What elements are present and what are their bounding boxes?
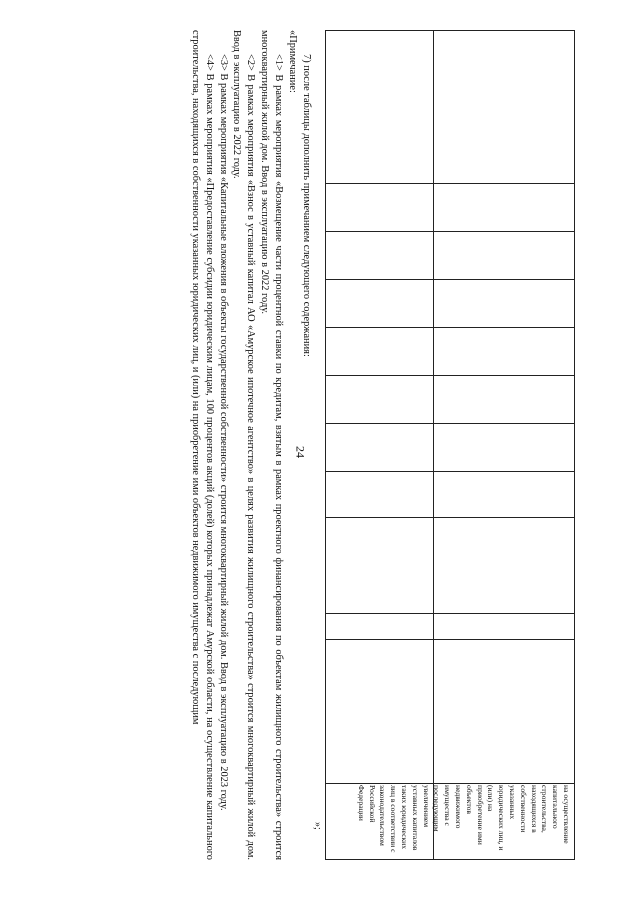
cell-line: таких юридических [400, 785, 410, 849]
table-column-divider [326, 783, 574, 784]
table-cell-description [355, 785, 571, 860]
cell-line: находящихся в [529, 785, 539, 833]
table-column-divider [326, 327, 574, 328]
cell-line: уставных капиталов [410, 785, 420, 851]
table-column-divider [326, 231, 574, 232]
cell-line: собственности [518, 785, 528, 833]
cell-line: имущества с [443, 785, 453, 826]
cell-line: недвижимого [454, 785, 464, 829]
data-table [325, 30, 575, 860]
table-column-divider [326, 183, 574, 184]
cell-line: указанных [508, 785, 518, 820]
cell-line: объектов [464, 785, 474, 814]
body-text [188, 30, 313, 860]
cell-line: законодательством [378, 785, 388, 846]
paragraph: <2> В рамках мероприятия «Взнос в уставный капитал АО «Амурское ипотечное агентство» в целях развития жилищного строительства» строится многоквартирный жилой дом. Ввод в эксплуатацию в 2022 году. [231, 30, 257, 860]
cell-line: строительства, [540, 785, 550, 833]
cell-line: лиц в соответствии с [389, 785, 399, 853]
table-column-divider [326, 517, 574, 518]
cell-line: Федерации [356, 785, 366, 821]
rotated-landscape-sheet [105, 30, 575, 860]
table-closing-mark: »; [312, 822, 323, 830]
paragraph: <1> В рамках мероприятия «Возмещение части процентной ставки по кредитам, взятым в рамках проектного финансирования по объектам жилищного строительства» строится многоквартирный жилой дом. Ввод в эксплуатацию в 2022 году. [259, 30, 285, 860]
cell-line: юридических лиц, и [497, 785, 507, 851]
table-column-divider [326, 471, 574, 472]
cell-line: приобретение ими [475, 785, 485, 845]
paragraph: <3> В рамках мероприятия «Капитальные вложения в объекты государственной собственности» строится многоквартирный жилой дом. Ввод в эксплуатацию в 2023 году. [217, 54, 229, 811]
cell-line: (или) на [486, 785, 496, 812]
cell-line: капитального [551, 785, 561, 829]
cell-line: увеличением [421, 785, 431, 828]
table-column-divider [326, 639, 574, 640]
table-column-divider [326, 613, 574, 614]
paragraph: «Примечание: [287, 30, 299, 93]
table-row-divider [433, 31, 434, 859]
table-column-divider [326, 423, 574, 424]
cell-line: на осуществление [562, 785, 571, 844]
paragraph: <4> В рамках мероприятия «Предоставление субсидии юридическим лицам, 100 процентов акций (долей) которых принадлежат Амурской области, на осуществление капитального строительства, находящихся в собственности указанных юридических лиц, и (или) на приобретение ими объектов недвижимого имущества с последующим [189, 30, 215, 860]
table-column-divider [326, 279, 574, 280]
cell-line: Российской [367, 785, 377, 823]
cell-line: последующим [432, 785, 442, 832]
paragraph: 7) после таблицы дополнить примечанием следующего содержания: [301, 54, 312, 357]
page-number: 24 [293, 446, 308, 458]
table-column-divider [326, 375, 574, 376]
